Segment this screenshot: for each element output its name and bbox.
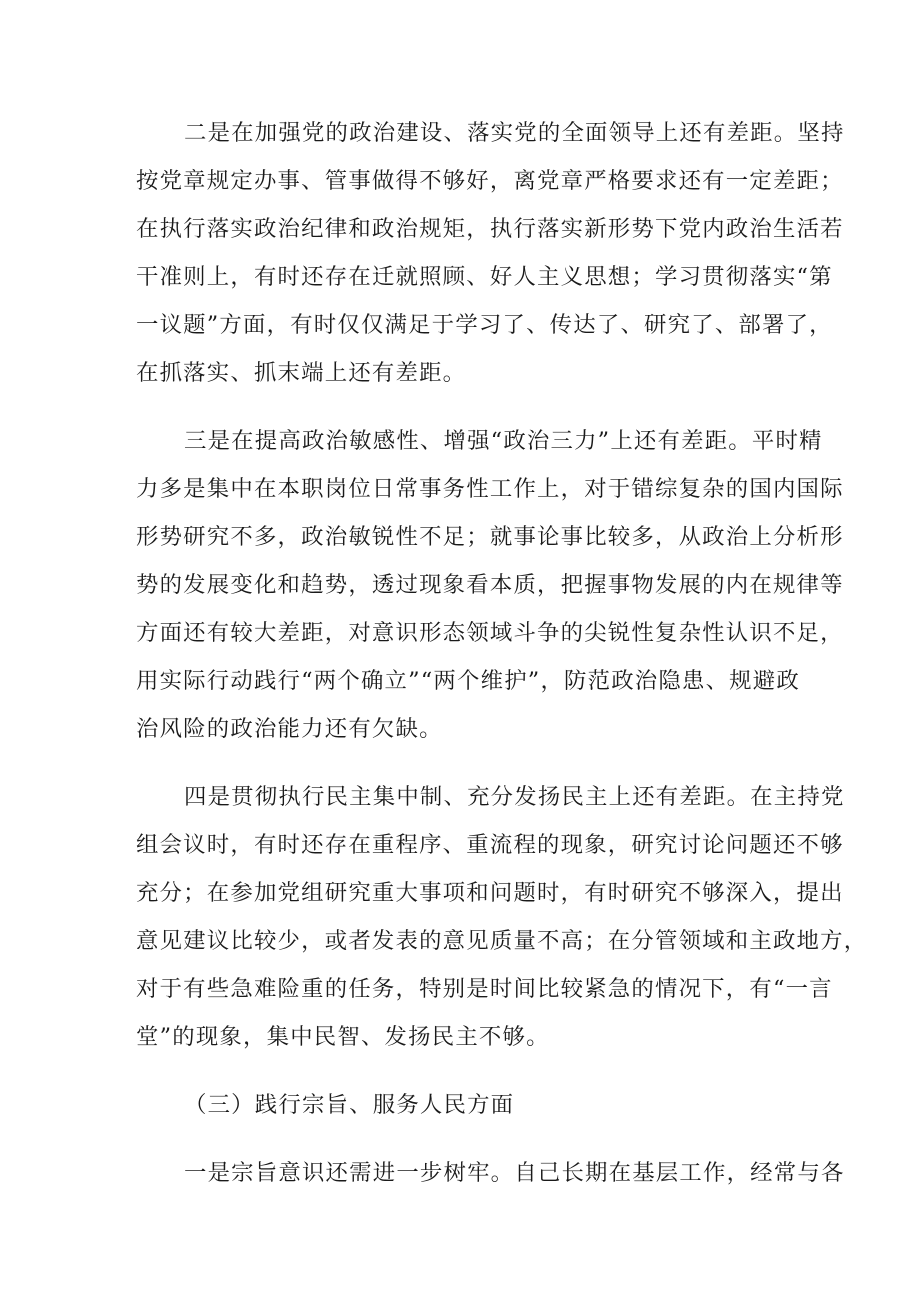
paragraph-democratic-centralism [136, 773, 868, 1061]
text-line: 在抓落实、抓末端上还有差距。 [136, 360, 467, 386]
text-line: 按党章规定办事、管事做得不够好，离党章严格要求还有一定差距； [136, 168, 844, 194]
text-line: 一是宗旨意识还需进一步树牢。自己长期在基层工作，经常与各 [184, 1160, 845, 1186]
document-body [136, 109, 868, 1217]
text-line: 力多是集中在本职岗位日常事务性工作上，对于错综复杂的国内国际 [136, 476, 844, 502]
text-line: 形势研究不多，政治敏锐性不足；就事论事比较多，从政治上分析形 [136, 524, 844, 550]
text-line: 二是在加强党的政治建设、落实党的全面领导上还有差距。坚持 [184, 120, 845, 146]
paragraph-political-sensitivity [136, 417, 844, 753]
text-line: 对于有些急难险重的任务，特别是时间比较紧急的情况下，有“一言 [136, 976, 833, 1002]
section-heading: （三）践行宗旨、服务人民方面 [184, 1092, 515, 1118]
paragraph-political-construction [136, 109, 845, 397]
text-line: 势的发展变化和趋势，透过现象看本质，把握事物发展的内在规律等 [136, 572, 844, 598]
text-line: 充分；在参加党组研究重大事项和问题时，有时研究不够深入，提出 [136, 880, 844, 906]
paragraph-purpose-awareness [136, 1149, 845, 1197]
text-line: 一议题”方面，有时仅仅满足于学习了、传达了、研究了、部署了， [136, 312, 833, 338]
text-line: 三是在提高政治敏感性、增强“政治三力”上还有差距。平时精 [184, 428, 823, 454]
text-line: 组会议时，有时还存在重程序、重流程的现象，研究讨论问题还不够 [136, 832, 844, 858]
text-line: 治风险的政治能力还有欠缺。 [136, 716, 443, 742]
text-line: 意见建议比较少，或者发表的意见质量不高；在分管领域和主政地方， [136, 928, 868, 954]
text-line: 在执行落实政治纪律和政治规矩，执行落实新形势下党内政治生活若 [136, 216, 844, 242]
text-line: 方面还有较大差距，对意识形态领域斗争的尖锐性复杂性认识不足， [136, 620, 844, 646]
text-line: 干准则上，有时还存在迁就照顾、好人主义思想；学习贯彻落实“第 [136, 264, 833, 290]
text-line: 用实际行动践行“两个确立”“两个维护”，防范政治隐患、规避政 [136, 668, 800, 694]
text-line: 四是贯彻执行民主集中制、充分发扬民主上还有差距。在主持党 [184, 784, 845, 810]
text-line: 堂”的现象，集中民智、发扬民主不够。 [136, 1024, 550, 1050]
